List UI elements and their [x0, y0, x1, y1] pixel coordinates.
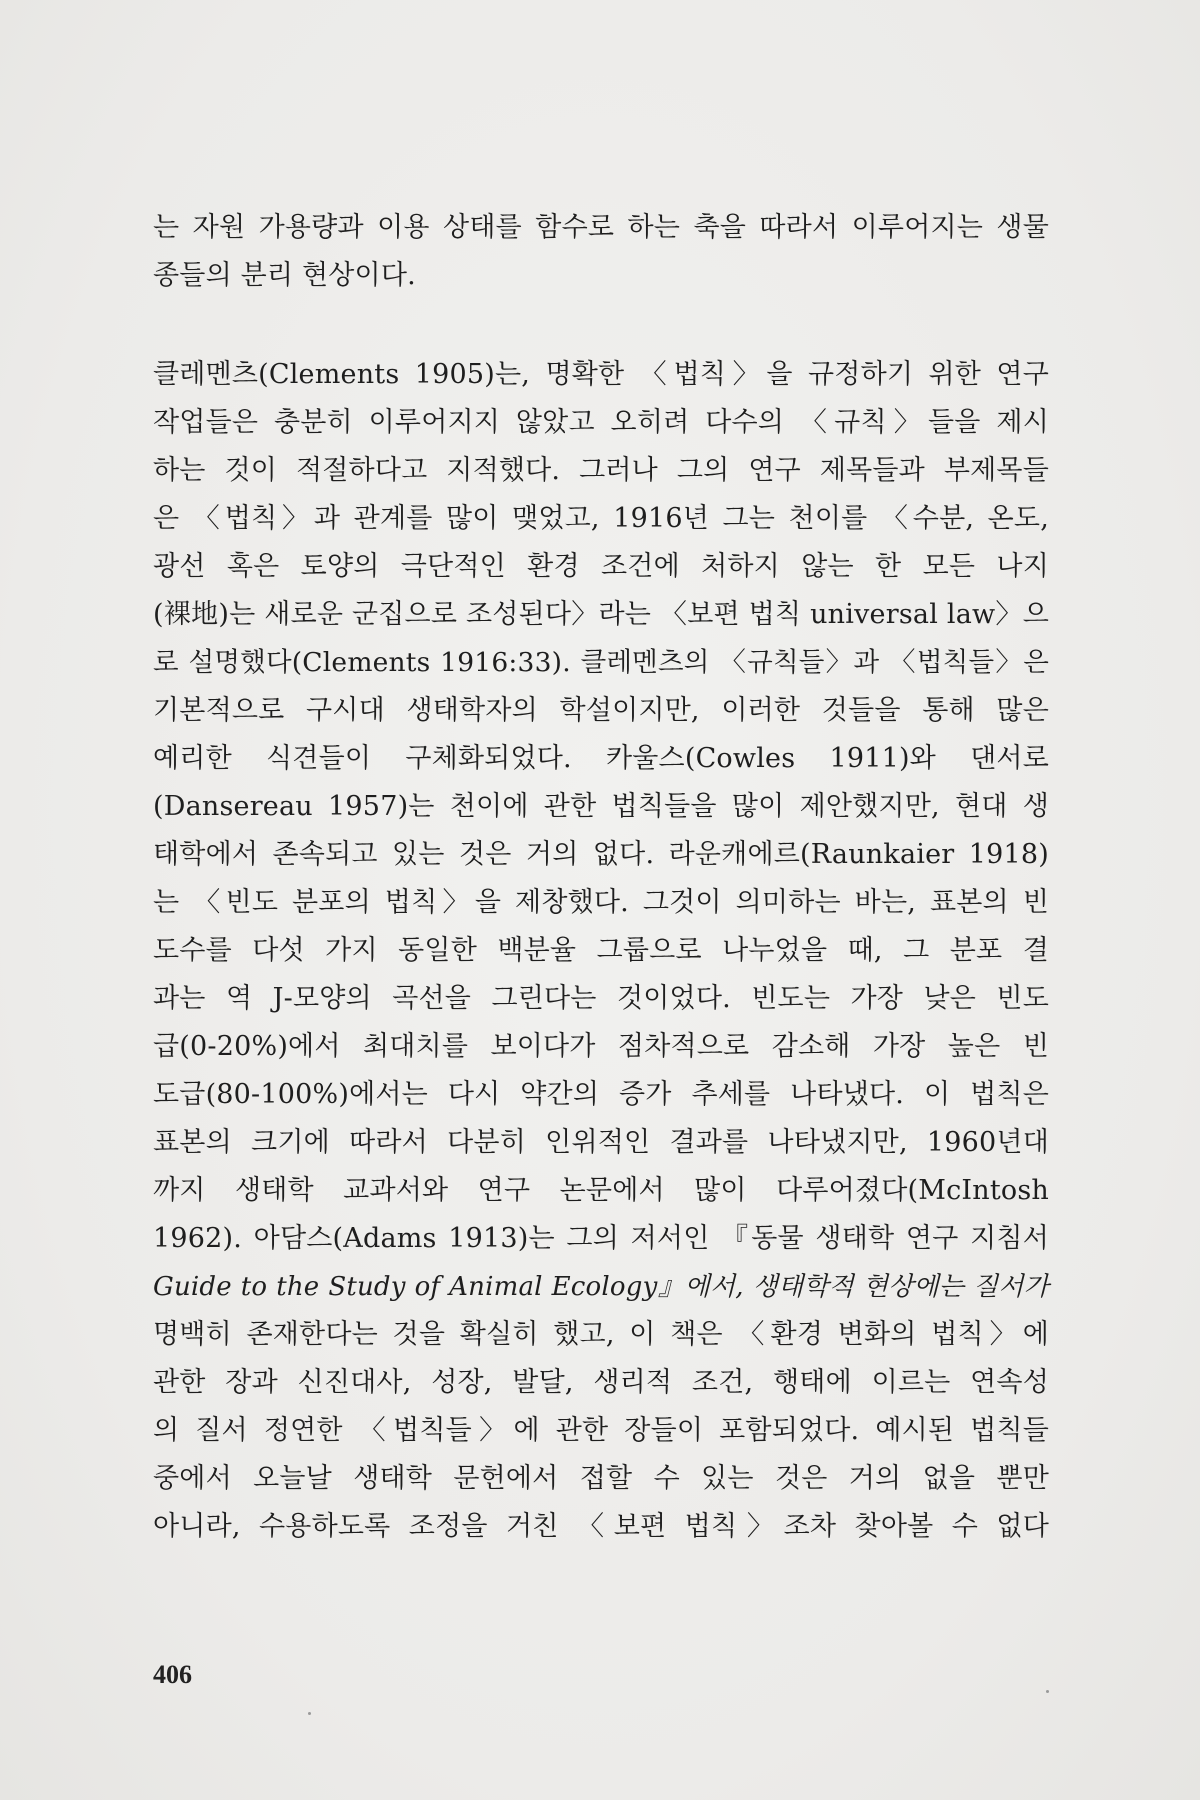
text-line: 는 〈빈도 분포의 법칙〉을 제창했다. 그것이 의미하는 바는, 표본의 빈 — [153, 887, 1049, 918]
text-line: 1962). 아담스(Adams 1913)는 그의 저서인 『동물 생태학 연구 지침서 — [153, 1223, 1049, 1254]
text-line: 아니라, 수용하도록 조정을 거친 〈보편 법칙〉조차 찾아볼 수 없다 — [153, 1511, 1049, 1542]
text-line: (裸地)는 새로운 군집으로 조성된다〉라는 〈보편 법칙 universal law〉으 — [153, 599, 1049, 630]
page-number: 406 — [153, 1660, 192, 1689]
text-line: 관한 장과 신진대사, 성장, 발달, 생리적 조건, 행태에 이르는 연속성 — [153, 1367, 1049, 1398]
text-line: Guide to the Study of Animal Ecology』에서, 생태학적 현상에는 질서가 — [153, 1272, 1049, 1302]
text-line: 작업들은 충분히 이루어지지 않았고 오히려 다수의 〈규칙〉들을 제시 — [153, 407, 1049, 438]
text-line: 과는 역 J-모양의 곡선을 그린다는 것이었다. 빈도는 가장 낮은 빈도 — [153, 983, 1049, 1014]
text-line: 중에서 오늘날 생태학 문헌에서 접할 수 있는 것은 거의 없을 뿐만 — [153, 1463, 1049, 1494]
text-line: 의 질서 정연한 〈법칙들〉에 관한 장들이 포함되었다. 예시된 법칙들 — [153, 1415, 1049, 1446]
text-line: 클레멘츠(Clements 1905)는, 명확한 〈법칙〉을 규정하기 위한 연구 — [153, 359, 1049, 390]
paragraph-main — [153, 351, 1049, 1551]
scan-speck — [1046, 1690, 1049, 1693]
text-line: 급(0-20%)에서 최대치를 보이다가 점차적으로 감소해 가장 높은 빈 — [153, 1031, 1049, 1062]
paragraph-continued — [153, 204, 1049, 300]
text-line: 명백히 존재한다는 것을 확실히 했고, 이 책은 〈환경 변화의 법칙〉에 — [153, 1319, 1049, 1350]
text-line: 도급(80-100%)에서는 다시 약간의 증가 추세를 나타냈다. 이 법칙은 — [153, 1079, 1049, 1110]
text-line: 까지 생태학 교과서와 연구 논문에서 많이 다루어졌다(McIntosh — [153, 1175, 1049, 1206]
text-line: 기본적으로 구시대 생태학자의 학설이지만, 이러한 것들을 통해 많은 — [153, 695, 1049, 726]
text-line: 표본의 크기에 따라서 다분히 인위적인 결과를 나타냈지만, 1960년대 — [153, 1127, 1049, 1158]
text-line: 종들의 분리 현상이다. — [153, 260, 416, 291]
text-line: 로 설명했다(Clements 1916:33). 클레멘츠의 〈규칙들〉과 〈법칙들〉은 — [153, 647, 1049, 678]
text-line: 태학에서 존속되고 있는 것은 거의 없다. 라운캐에르(Raunkaier 1918) — [153, 839, 1049, 870]
text-line: 광선 혹은 토양의 극단적인 환경 조건에 처하지 않는 한 모든 나지 — [153, 551, 1049, 582]
text-line: 예리한 식견들이 구체화되었다. 카울스(Cowles 1911)와 댄서로 — [153, 743, 1049, 774]
text-line: 하는 것이 적절하다고 지적했다. 그러나 그의 연구 제목들과 부제목들 — [153, 455, 1049, 486]
text-line: (Dansereau 1957)는 천이에 관한 법칙들을 많이 제안했지만, 현대 생 — [153, 791, 1049, 822]
text-line: 는 자원 가용량과 이용 상태를 함수로 하는 축을 따라서 이루어지는 생물 — [153, 212, 1049, 243]
text-line: 은 〈법칙〉과 관계를 많이 맺었고, 1916년 그는 천이를 〈수분, 온도, — [153, 503, 1049, 534]
text-line: 도수를 다섯 가지 동일한 백분율 그룹으로 나누었을 때, 그 분포 결 — [153, 935, 1049, 966]
scan-speck — [308, 1712, 311, 1715]
